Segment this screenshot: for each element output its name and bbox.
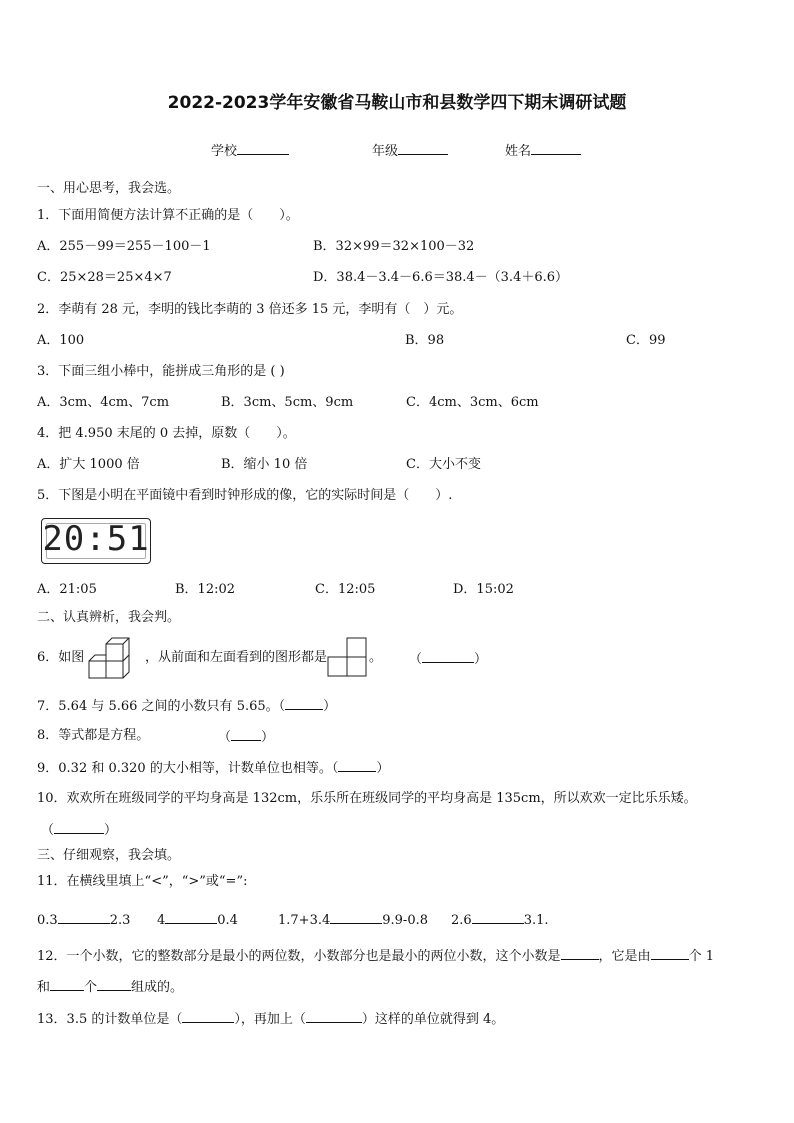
q10-answer-blank[interactable]: [54, 820, 104, 834]
q12-count-blank[interactable]: [50, 977, 84, 991]
q8-close-paren: ）: [261, 730, 275, 745]
q11-item-3: [278, 910, 428, 930]
q11-item-1: [37, 910, 130, 930]
q11-item-1-blank[interactable]: [58, 910, 110, 924]
q12-line-2: [37, 977, 183, 997]
q11-stem: 11．在横线里填上“<”，“>”或“=”:: [37, 874, 248, 889]
q8-answer-box: [218, 727, 274, 747]
q12-text-5: 个: [84, 980, 98, 995]
q1-option-d[interactable]: D．38.4－3.4－6.6＝38.4－（3.4＋6.6）: [313, 270, 569, 285]
q3-option-c[interactable]: C．4cm、3cm、6cm: [406, 395, 539, 410]
q13-count-blank[interactable]: [306, 1009, 362, 1023]
section-2-heading: 二、认真辨析，我会判。: [37, 610, 181, 625]
q11-item-2-blank[interactable]: [165, 910, 217, 924]
q11-item-4: [451, 910, 549, 930]
q2-option-b[interactable]: B．98: [405, 333, 445, 348]
q12-text-2: ，它是由: [598, 949, 651, 964]
q11-item-3-left: 1.7+3.4: [278, 913, 331, 928]
q11-item-2: [157, 910, 238, 930]
q9-text: 9．0.32 和 0.320 的大小相等，计数单位也相等。（: [37, 761, 339, 776]
q11-item-1-right: 2.3: [109, 913, 131, 928]
q12-text-6: 组成的。: [131, 980, 184, 995]
q12-decimal-blank[interactable]: [561, 946, 599, 960]
q13-line: [37, 1009, 504, 1029]
q4-option-a[interactable]: A．扩大 1000 倍: [37, 457, 140, 472]
q5-stem: 5．下图是小明在平面镜中看到时钟形成的像，它的实际时间是（ ）.: [37, 488, 453, 503]
q1-stem: 1．下面用简便方法计算不正确的是（ ）。: [37, 208, 299, 223]
q12-unit-blank[interactable]: [97, 977, 131, 991]
q13-unit-blank[interactable]: [182, 1009, 234, 1023]
school-field: [211, 140, 289, 159]
q10-answer-box: [41, 820, 117, 840]
q2-option-a[interactable]: A．100: [37, 333, 85, 348]
grade-field: [372, 140, 448, 159]
grade-label: 年级: [372, 144, 399, 159]
q6-close-paren: ）: [474, 652, 488, 667]
page-title: 2022-2023学年安徽省马鞍山市和县数学四下期末调研试题: [167, 93, 627, 113]
q7-text: 7．5.64 与 5.66 之间的小数只有 5.65。（: [37, 699, 286, 714]
q7-statement: [37, 696, 336, 716]
section-3-heading: 三、仔细观察，我会填。: [37, 848, 181, 863]
q5-option-c[interactable]: C．12:05: [315, 582, 376, 597]
q2-stem: 2．李萌有 28 元，李明的钱比李萌的 3 倍还多 15 元，李明有（ ）元。: [37, 302, 463, 317]
school-label: 学校: [211, 144, 238, 159]
q6-text-end: 。: [369, 650, 383, 665]
q4-option-c[interactable]: C．大小不变: [406, 457, 481, 472]
q8-open-paren: （: [218, 730, 232, 745]
q11-item-1-left: 0.3: [37, 913, 58, 928]
q3-option-b[interactable]: B．3cm、5cm、9cm: [221, 395, 354, 410]
cube-stack-figure: [87, 637, 133, 681]
q13-text-3: ）这样的单位就得到 4。: [361, 1012, 505, 1027]
q5-option-b[interactable]: B．12:02: [175, 582, 236, 597]
q6-open-paren: （: [409, 652, 423, 667]
q11-item-3-blank[interactable]: [330, 910, 382, 924]
q3-option-a[interactable]: A．3cm、4cm、7cm: [37, 395, 170, 410]
q11-item-2-right: 0.4: [217, 913, 238, 928]
q10-open-paren: （: [41, 823, 55, 838]
q13-text-2: ），再加上（: [234, 1012, 306, 1027]
q6-text-start: 6．如图: [37, 650, 85, 665]
q11-item-4-blank[interactable]: [472, 910, 524, 924]
q6-answer-box: [409, 649, 487, 669]
view-shape-figure: [327, 637, 369, 679]
q4-stem: 4．把 4.950 末尾的 0 去掉，原数（ ）。: [37, 426, 296, 441]
q12-line-1: [37, 946, 714, 966]
q12-text-3: 个 1: [688, 949, 714, 964]
q1-option-a[interactable]: A．255－99＝255－100－1: [37, 239, 211, 254]
q10-close-paren: ）: [104, 823, 118, 838]
q10-text: 10．欢欢所在班级同学的平均身高是 132cm，乐乐所在班级同学的平均身高是 135cm，所以欢欢一定比乐乐矮。: [37, 791, 697, 806]
name-blank[interactable]: [531, 141, 581, 155]
name-label: 姓名: [505, 144, 532, 159]
q9-answer-blank[interactable]: [338, 758, 376, 772]
q8-text: 8．等式都是方程。: [37, 728, 150, 743]
name-field: [505, 140, 581, 159]
q9-close-paren: ）: [376, 761, 390, 776]
q6-text-middle: ，从前面和左面看到的图形都是: [145, 650, 328, 665]
q4-option-b[interactable]: B．缩小 10 倍: [221, 457, 308, 472]
q2-option-c[interactable]: C．99: [626, 333, 666, 348]
q11-item-3-right: 9.9-0.8: [382, 913, 428, 928]
q12-text-4: 和: [37, 980, 51, 995]
q11-item-4-left: 2.6: [451, 913, 472, 928]
school-blank[interactable]: [237, 141, 289, 155]
q1-option-c[interactable]: C．25×28＝25×4×7: [37, 270, 172, 285]
q8-answer-blank[interactable]: [231, 727, 261, 741]
mirror-clock-image: [41, 518, 151, 564]
q3-stem: 3．下面三组小棒中，能拼成三角形的是 ( ): [37, 364, 285, 379]
section-1-heading: 一、用心思考，我会选。: [37, 181, 181, 196]
q11-item-2-left: 4: [157, 913, 166, 928]
q6-answer-blank[interactable]: [422, 649, 474, 663]
q9-statement: [37, 758, 389, 778]
q5-option-a[interactable]: A．21:05: [37, 582, 97, 597]
q13-text-1: 13．3.5 的计数单位是（: [37, 1012, 183, 1027]
q11-item-4-right: 3.1.: [523, 913, 549, 928]
q5-option-d[interactable]: D．15:02: [453, 582, 514, 597]
q1-option-b[interactable]: B．32×99＝32×100－32: [313, 239, 475, 254]
q12-ones-count-blank[interactable]: [651, 946, 689, 960]
q7-close-paren: ）: [323, 699, 337, 714]
grade-blank[interactable]: [398, 141, 448, 155]
q12-text-1: 12．一个小数，它的整数部分是最小的两位数，小数部分也是最小的两位小数，这个小数是: [37, 949, 561, 964]
clock-digits: 20:51: [42, 519, 150, 559]
q7-answer-blank[interactable]: [285, 696, 323, 710]
